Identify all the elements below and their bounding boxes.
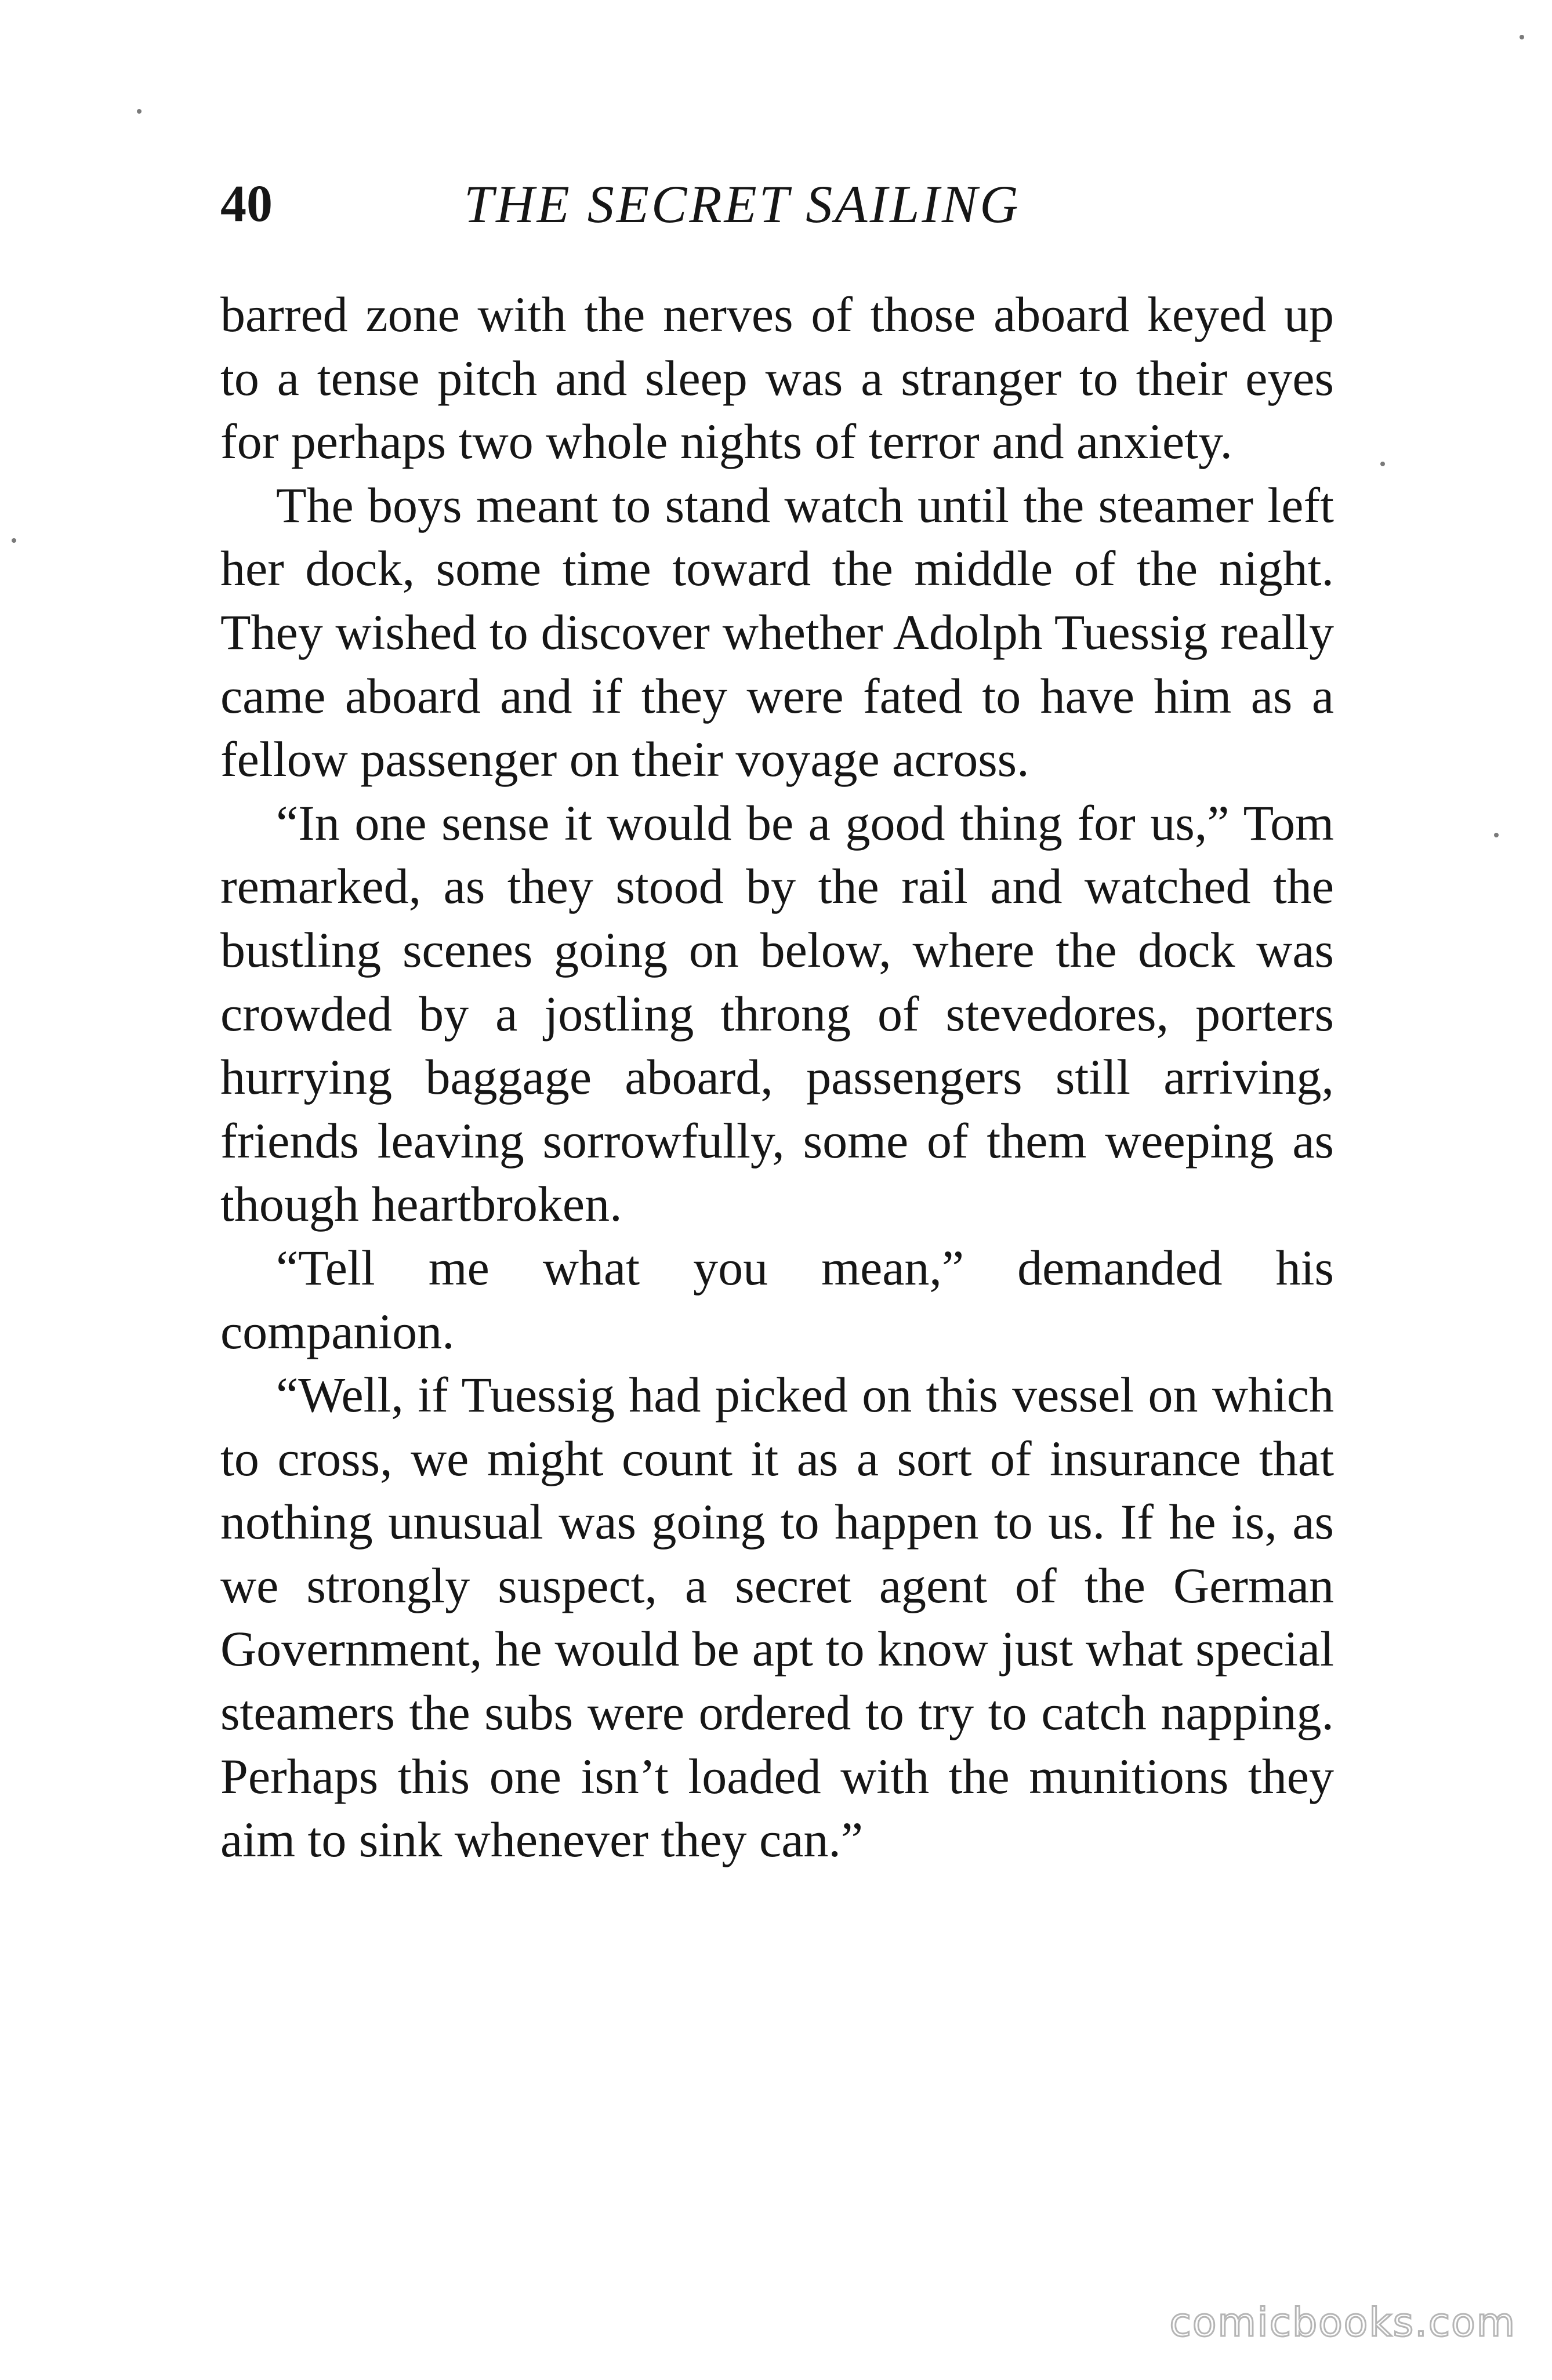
paragraph: “In one sense it would be a good thing for us,” Tom remarked, as they stood by the rail and watched the bustling scenes going on below, where the dock was crowded by a jostling throng of stevedores, porters hurrying baggage aboard, passengers still arriving, friends leaving sorrowfully, some of them weeping as though heartbroken. bbox=[220, 794, 1334, 1232]
print-speck bbox=[1494, 833, 1499, 837]
paragraph: “Tell me what you mean,” demanded his companion. bbox=[220, 1239, 1334, 1359]
running-title: THE SECRET SAILING bbox=[464, 175, 1021, 234]
paragraph: “Well, if Tuessig had picked on this vessel on which to cross, we might count it as a sort of insurance that nothing unusual was going to happen to us. If he is, as we strongly suspect, a secret agent of the German Government, he would be apt to know just what special steamers the subs were ordered to try to catch napping. Perhaps this one isn’t loaded with the munitions they aim to sink whenever they can.” bbox=[220, 1367, 1334, 1868]
paragraph: The boys meant to stand watch until the steamer left her dock, some time toward the middle of the night. They wished to discover whether Adolph Tuessig really came aboard and if they were fated to have him as a fellow passenger on their voyage across. bbox=[220, 477, 1334, 788]
print-speck bbox=[1520, 35, 1524, 39]
print-speck bbox=[137, 109, 142, 114]
watermark: comicbooks.com bbox=[1169, 2300, 1516, 2346]
print-speck bbox=[1380, 462, 1385, 466]
page-number: 40 bbox=[220, 175, 273, 233]
print-speck bbox=[12, 538, 16, 543]
body-text bbox=[220, 283, 1334, 1872]
paragraph-continued: barred zone with the nerves of those aboard keyed up to a tense pitch and sleep was a stranger to their eyes for perhaps two whole nights of terror and anxiety. bbox=[220, 286, 1334, 470]
page-header bbox=[220, 169, 1334, 239]
